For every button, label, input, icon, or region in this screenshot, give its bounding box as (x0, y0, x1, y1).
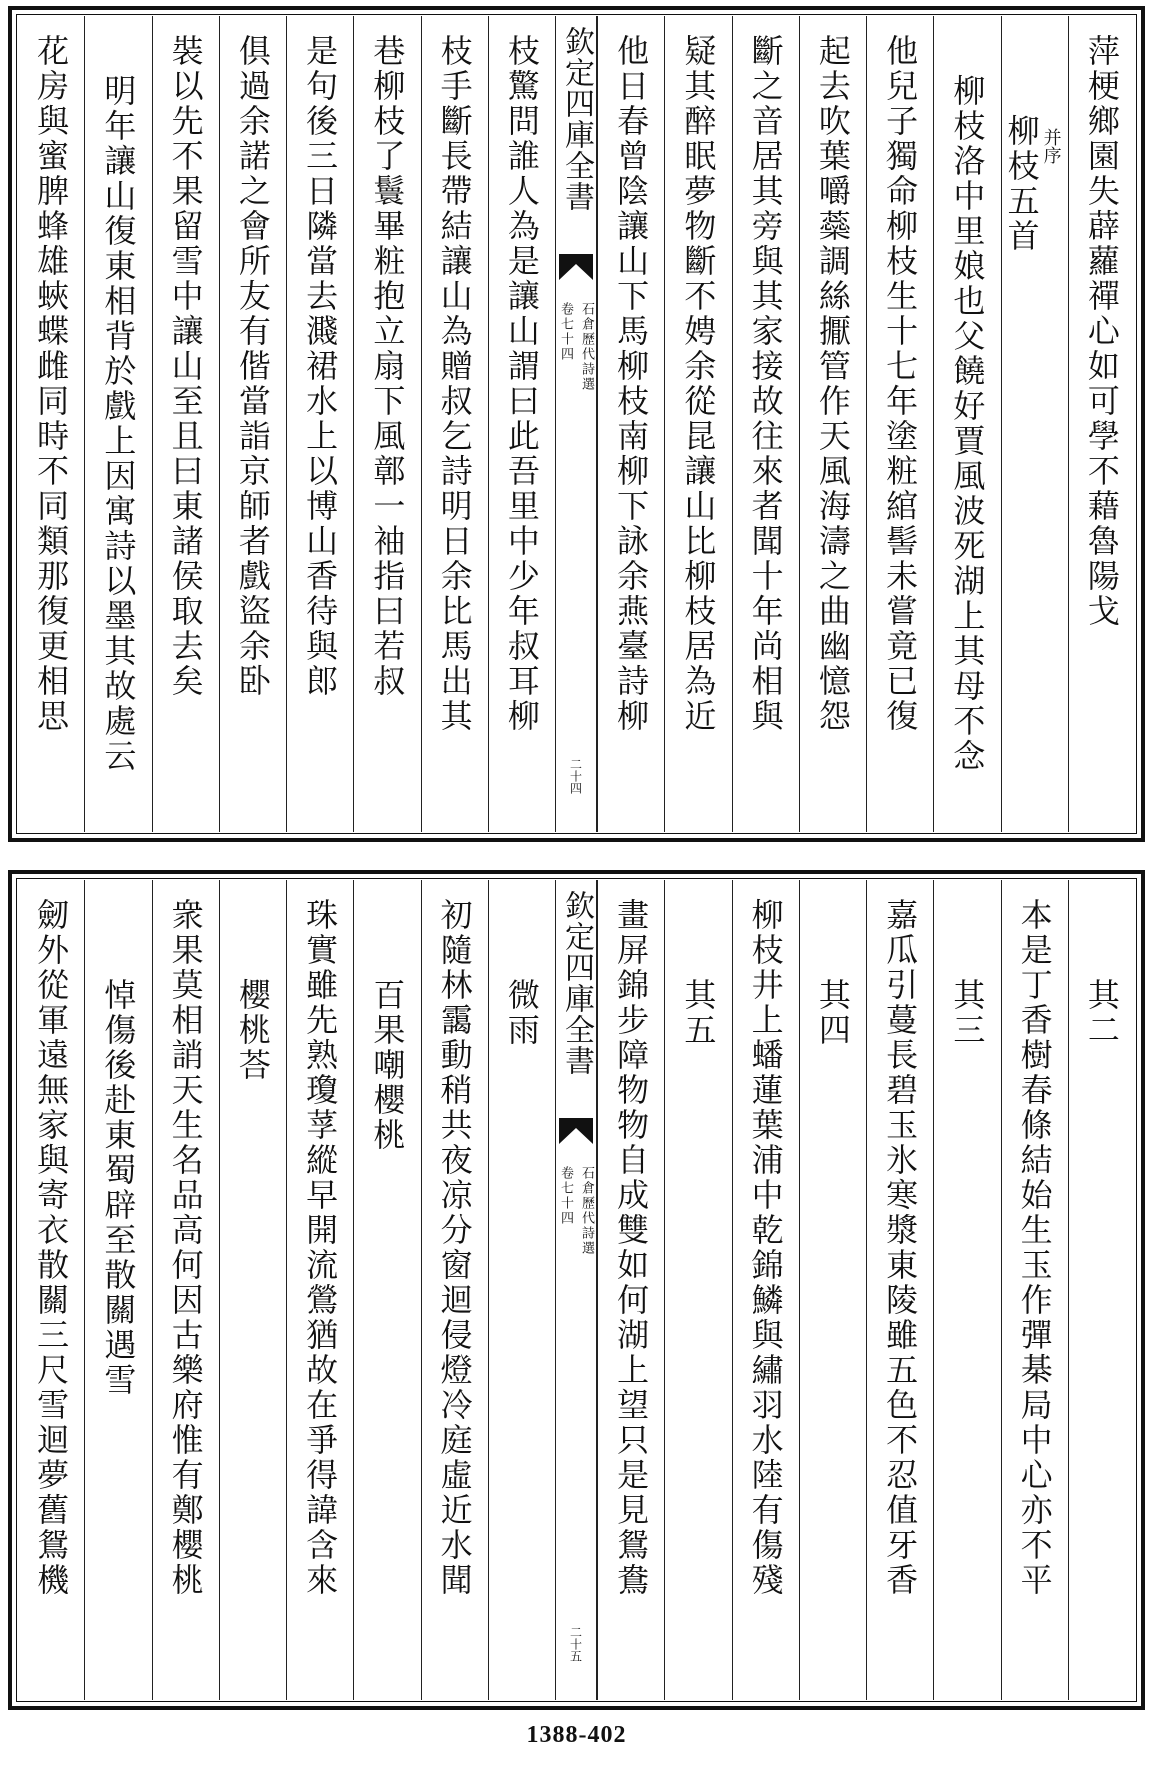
text-column: 裝以先不果留雪中讓山至且曰東諸侯取去矣 (152, 16, 219, 832)
text-column: 萍梗鄉園失薜蘿禪心如可學不藉魯陽戈 (1068, 16, 1135, 832)
text-column: 枝手斷長帶結讓山為贈叔乞詩明日余比馬出其 (421, 16, 488, 832)
page-number: 二十四 (568, 758, 583, 794)
text-column: 衆果莫相誚天生名品高何因古樂府惟有鄭櫻桃 (152, 880, 219, 1700)
volume-name: 卷七十四 (558, 302, 573, 362)
text-column: 他兒子獨命柳枝生十七年塗粧綰髻未嘗竟已復 (866, 16, 933, 832)
text-column: 斷之音居其旁與其家接故往來者聞十年尚相與 (732, 16, 799, 832)
poem-title-column: 其五 (664, 880, 731, 1700)
text-column: 俱過余諾之會所友有偕當詣京師者戲盜余卧 (219, 16, 286, 832)
collection-title: 欽定四庫全書 (559, 26, 594, 212)
fishtail-mark-icon (559, 254, 593, 280)
fishtail-mark-icon (559, 1118, 593, 1144)
poem-title-column: 其二 (1068, 880, 1135, 1700)
top-page-columns (18, 16, 1135, 832)
title-note: 并序 (1040, 128, 1062, 164)
text-column: 他日春曾陰讓山下馬柳枝南柳下詠余燕臺詩柳 (597, 16, 664, 832)
text-column: 柳枝洛中里娘也父饒好賈風波死湖上其母不念 (933, 16, 1000, 832)
poem-title-column: 柳枝五首 并序 (1001, 16, 1068, 832)
book-name: 石倉歷代詩選 (579, 1166, 594, 1256)
text-column: 明年讓山復東相背於戲上因寓詩以墨其故處云 (84, 16, 151, 832)
text-column: 柳枝井上蟠蓮葉浦中乾錦鱗與繡羽水陸有傷殘 (732, 880, 799, 1700)
collection-title: 欽定四庫全書 (559, 890, 594, 1076)
text-column: 嘉瓜引蔓長碧玉氷寒漿東陵雖五色不忍值牙香 (866, 880, 933, 1700)
top-page-panel (8, 6, 1145, 842)
bottom-page-panel (8, 870, 1145, 1710)
text-column: 枝驚問誰人為是讓山謂曰此吾里中少年叔耳柳 (488, 16, 555, 832)
text-column: 珠實雖先熟瓊莩縱早開流鶯猶故在爭得諱含來 (286, 880, 353, 1700)
book-info (556, 302, 596, 392)
text-column: 畫屏錦步障物物自成雙如何湖上望只是見鴛鴦 (597, 880, 664, 1700)
poem-title-column: 微雨 (488, 880, 555, 1700)
text-column: 是句後三日隣當去濺裙水上以博山香待與郎 (286, 16, 353, 832)
volume-name: 卷七十四 (558, 1166, 573, 1226)
text-column: 本是丁香樹春條結始生玉作彈棊局中心亦不平 (1001, 880, 1068, 1700)
bottom-page-columns (18, 880, 1135, 1700)
poem-title-column: 其三 (933, 880, 1000, 1700)
text-column: 劒外從軍遠無家與寄衣散關三尺雪迴夢舊鴛機 (32, 898, 71, 1598)
center-fold-column (555, 880, 597, 1700)
page-code: 1388-402 (526, 1722, 627, 1748)
poem-title-column: 其四 (799, 880, 866, 1700)
poem-title-column: 百果嘲櫻桃 (353, 880, 420, 1700)
poem-title-column: 櫻桃荅 (219, 880, 286, 1700)
page-number: 二十五 (568, 1626, 583, 1662)
text-column: 疑其醉眠夢物斷不娉余從昆讓山比柳枝居為近 (664, 16, 731, 832)
text-column: 初隨林靄動稍共夜凉分窗迴侵燈冷庭虛近水聞 (421, 880, 488, 1700)
poem-title-column: 悼傷後赴東蜀辟至散關遇雪 (84, 880, 151, 1700)
text-column: 花房與蜜脾蜂雄蛺蝶雌同時不同類那復更相思 (32, 34, 71, 734)
book-info (556, 1166, 596, 1256)
text-column: 巷柳枝了鬟畢粧抱立扇下風鄣一袖指曰若叔 (353, 16, 420, 832)
book-name: 石倉歷代詩選 (579, 302, 594, 392)
text-column: 起去吹葉嚼蘂調絲擫管作天風海濤之曲幽憶怨 (799, 16, 866, 832)
center-fold-column (555, 16, 597, 832)
